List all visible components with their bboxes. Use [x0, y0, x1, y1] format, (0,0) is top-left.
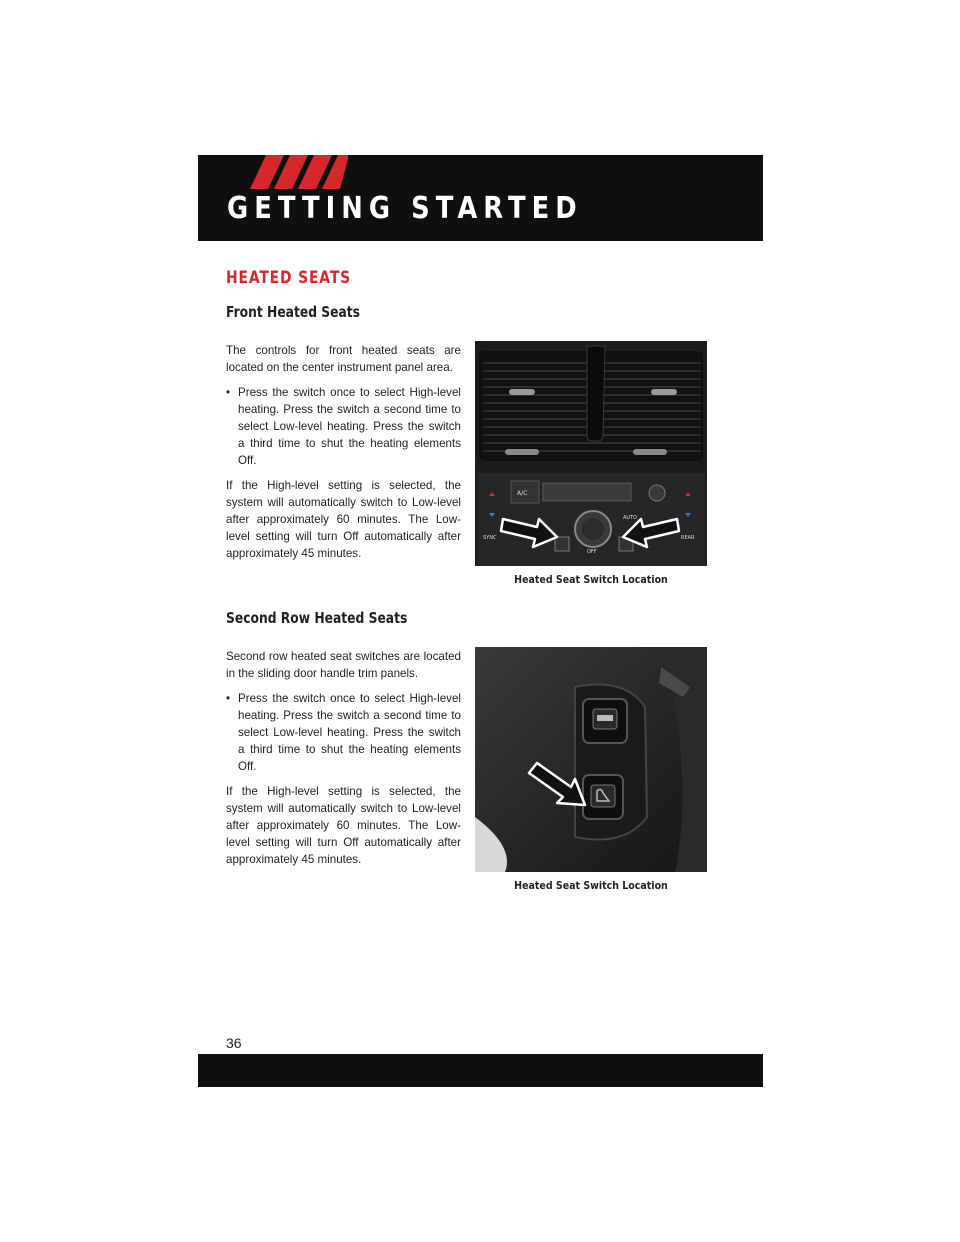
second-photo-caption: Heated Seat Switch Location [514, 879, 668, 892]
front-heated-seats-heading: Front Heated Seats [226, 303, 361, 321]
chapter-title: GETTING STARTED [227, 191, 583, 226]
second-row-heated-seat-photo [475, 647, 707, 872]
panel-rear-label: REAR [681, 535, 695, 541]
second-row-heated-seats-heading: Second Row Heated Seats [226, 609, 408, 627]
front-note-paragraph: If the High-level setting is selected, the system will automatically switch to Low-level after approximately 60 minutes. The Low-level setting will turn Off automatically after approximately 45 minutes. [226, 479, 461, 560]
panel-ac-label: A/C [517, 490, 528, 497]
second-row-heated-seats-body [226, 648, 461, 876]
second-intro-paragraph: Second row heated seat switches are located in the sliding door handle trim panels. [226, 650, 461, 680]
racing-stripes-logo [248, 155, 348, 189]
front-intro-paragraph: The controls for front heated seats are located on the center instrument panel area. [226, 344, 461, 374]
front-bullet-text: Press the switch once to select High-level heating. Press the switch a second time to select Low-level heating. Press the switch a third time to shut the heating elements Off. [238, 386, 461, 467]
second-bullet-text: Press the switch once to select High-level heating. Press the switch a second time to select Low-level heating. Press the switch a third time to shut the heating elements Off. [238, 692, 461, 773]
front-heated-seats-body [226, 342, 461, 570]
bullet-mark: • [226, 386, 231, 399]
front-photo-caption: Heated Seat Switch Location [514, 573, 668, 586]
panel-sync-label: SYNC [483, 535, 497, 541]
panel-auto-label: AUTO [623, 515, 638, 521]
header-bar [198, 155, 763, 241]
footer-bar [198, 1054, 763, 1087]
front-heated-seat-photo [475, 341, 707, 566]
bullet-mark: • [226, 692, 231, 705]
panel-off-label: OFF [587, 549, 597, 555]
front-bullet-item [226, 384, 461, 469]
section-title: HEATED SEATS [226, 268, 352, 288]
second-bullet-item [226, 690, 461, 775]
page-number: 36 [226, 1035, 242, 1051]
second-note-paragraph: If the High-level setting is selected, the system will automatically switch to Low-level after approximately 60 minutes. The Low-level setting will turn Off automatically after approximately 45 minutes. [226, 785, 461, 866]
